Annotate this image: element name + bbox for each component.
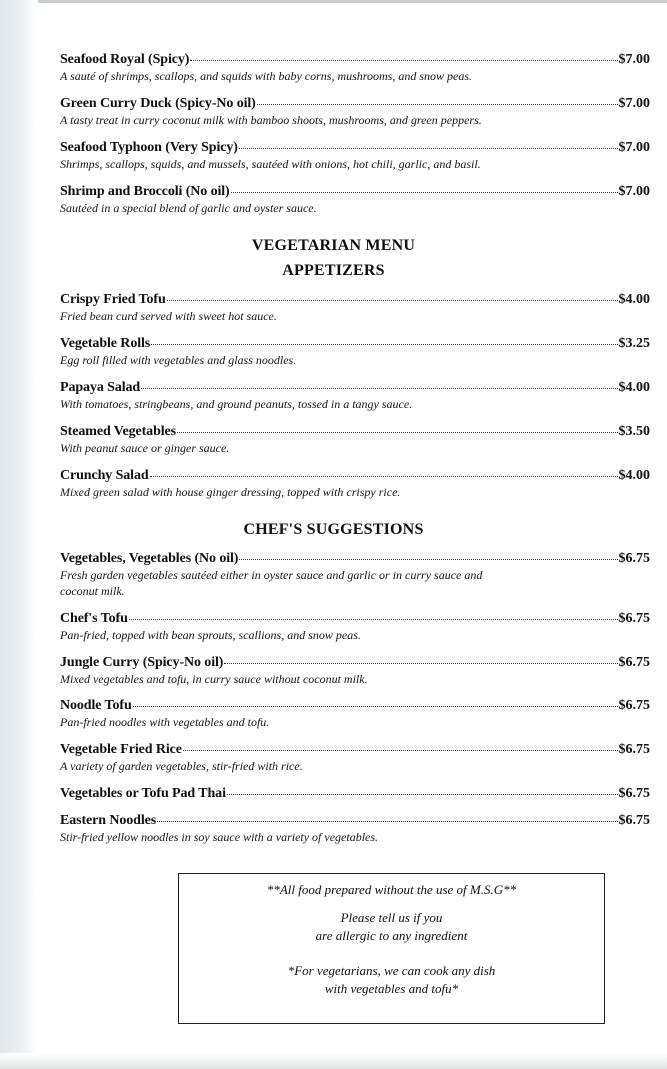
dot-leader (224, 652, 617, 664)
item-name: Crunchy Salad (60, 468, 149, 483)
item-description: Stir-fried yellow noodles in soy sauce with a variety of vegetables. (60, 830, 379, 844)
notice-allergy-line-1: Please tell us if you (340, 910, 443, 925)
item-price: $7.00 (618, 96, 650, 111)
page-bottom-shadow (0, 1053, 667, 1069)
item-name: Seafood Typhoon (Very Spicy) (60, 140, 238, 155)
item-name: Steamed Vegetables (60, 424, 177, 439)
item-name: Vegetables or Tofu Pad Thai (60, 786, 226, 801)
menu-item (60, 467, 650, 500)
menu-item (60, 654, 650, 687)
page-top-edge (0, 0, 667, 3)
dot-leader (129, 608, 618, 620)
item-description-continued: coconut milk. (60, 584, 125, 598)
dot-leader (183, 739, 618, 751)
item-price: $4.00 (618, 468, 650, 483)
item-description: Pan-fried noodles with vegetables and tofu. (60, 715, 270, 729)
menu-item (60, 335, 650, 368)
menu-item (60, 379, 650, 412)
item-price: $6.75 (618, 742, 650, 757)
item-description: With tomatoes, stringbeans, and ground peanuts, tossed in a tangy sauce. (60, 397, 413, 411)
item-price: $3.50 (618, 424, 650, 439)
item-name: Papaya Salad (60, 380, 141, 395)
item-description: A sauté of shrimps, scallops, and squids with baby corns, mushrooms, and snow peas. (60, 69, 473, 83)
notice-allergy-line-2: are allergic to any ingredient (315, 928, 468, 943)
notice-vegetarian-line-1: *For vegetarians, we can cook any dish (287, 963, 496, 978)
item-description: Fresh garden vegetables sautéed either in oyster sauce and garlic or in curry sauce and (60, 568, 483, 582)
menu-item (60, 423, 650, 456)
dot-leader (151, 333, 617, 345)
notice-box (178, 873, 605, 1024)
item-description: Sautéed in a special blend of garlic and oyster sauce. (60, 201, 317, 215)
menu-item (60, 183, 650, 216)
menu-item (60, 51, 650, 84)
dot-leader (141, 377, 617, 389)
item-description: Pan-fried, topped with bean sprouts, scallions, and snow peas. (60, 628, 361, 642)
item-description: Mixed vegetables and tofu, in curry sauce without coconut milk. (60, 672, 368, 686)
item-price: $4.00 (618, 292, 650, 307)
section-title-vegetarian-menu: VEGETARIAN MENU (251, 237, 416, 254)
dot-leader (190, 49, 617, 61)
item-price: $7.00 (618, 140, 650, 155)
item-price: $7.00 (618, 52, 650, 67)
item-name: Chef's Tofu (60, 611, 128, 626)
item-name: Seafood Royal (Spicy) (60, 52, 190, 67)
menu-item (60, 741, 650, 774)
item-description: With peanut sauce or ginger sauce. (60, 441, 230, 455)
notice-msg-line: **All food prepared without the use of M.S.G** (266, 882, 517, 897)
dot-leader (150, 465, 618, 477)
menu-item (60, 812, 650, 845)
section-title-chefs-suggestions: CHEF'S SUGGESTIONS (243, 521, 424, 538)
item-name: Vegetable Rolls (60, 336, 151, 351)
dot-leader (257, 93, 618, 105)
item-description: Shrimps, scallops, squids, and mussels, sautéed with onions, hot chili, garlic, and basil. (60, 157, 481, 171)
dot-leader (133, 695, 618, 707)
dot-leader (231, 181, 618, 193)
dot-leader (239, 548, 617, 560)
dot-leader (167, 289, 618, 301)
dot-leader (239, 137, 618, 149)
item-name: Vegetable Fried Rice (60, 742, 182, 757)
item-description: Fried bean curd served with sweet hot sauce. (60, 309, 277, 323)
item-price: $6.75 (618, 813, 650, 828)
menu-item (60, 610, 650, 643)
item-price: $4.00 (618, 380, 650, 395)
item-price: $6.75 (618, 611, 650, 626)
menu-item (60, 550, 650, 599)
item-name: Crispy Fried Tofu (60, 292, 166, 307)
item-description: Mixed green salad with house ginger dressing, topped with crispy rice. (60, 485, 401, 499)
item-description: A variety of garden vegetables, stir-fried with rice. (60, 759, 303, 773)
item-name: Green Curry Duck (Spicy-No oil) (60, 96, 256, 111)
item-price: $3.25 (618, 336, 650, 351)
item-name: Jungle Curry (Spicy-No oil) (60, 655, 224, 670)
menu-item (60, 291, 650, 324)
item-name: Noodle Tofu (60, 698, 132, 713)
notice-vegetarian-line-2: with vegetables and tofu* (324, 981, 459, 996)
item-description: Egg roll filled with vegetables and glass noodles. (60, 353, 297, 367)
menu-item (60, 697, 650, 730)
menu-item (60, 95, 650, 128)
item-name: Eastern Noodles (60, 813, 157, 828)
item-price: $6.75 (618, 698, 650, 713)
item-name: Shrimp and Broccoli (No oil) (60, 184, 230, 199)
item-price: $6.75 (618, 786, 650, 801)
item-price: $6.75 (618, 551, 650, 566)
item-price: $7.00 (618, 184, 650, 199)
menu-item (60, 785, 650, 802)
dot-leader (157, 810, 617, 822)
menu-item (60, 139, 650, 172)
item-description: A tasty treat in curry coconut milk with bamboo shoots, mushrooms, and green peppers. (60, 113, 482, 127)
dot-leader (227, 783, 618, 795)
item-name: Vegetables, Vegetables (No oil) (60, 551, 239, 566)
dot-leader (177, 421, 617, 433)
item-price: $6.75 (618, 655, 650, 670)
section-title-appetizers: APPETIZERS (282, 262, 385, 279)
